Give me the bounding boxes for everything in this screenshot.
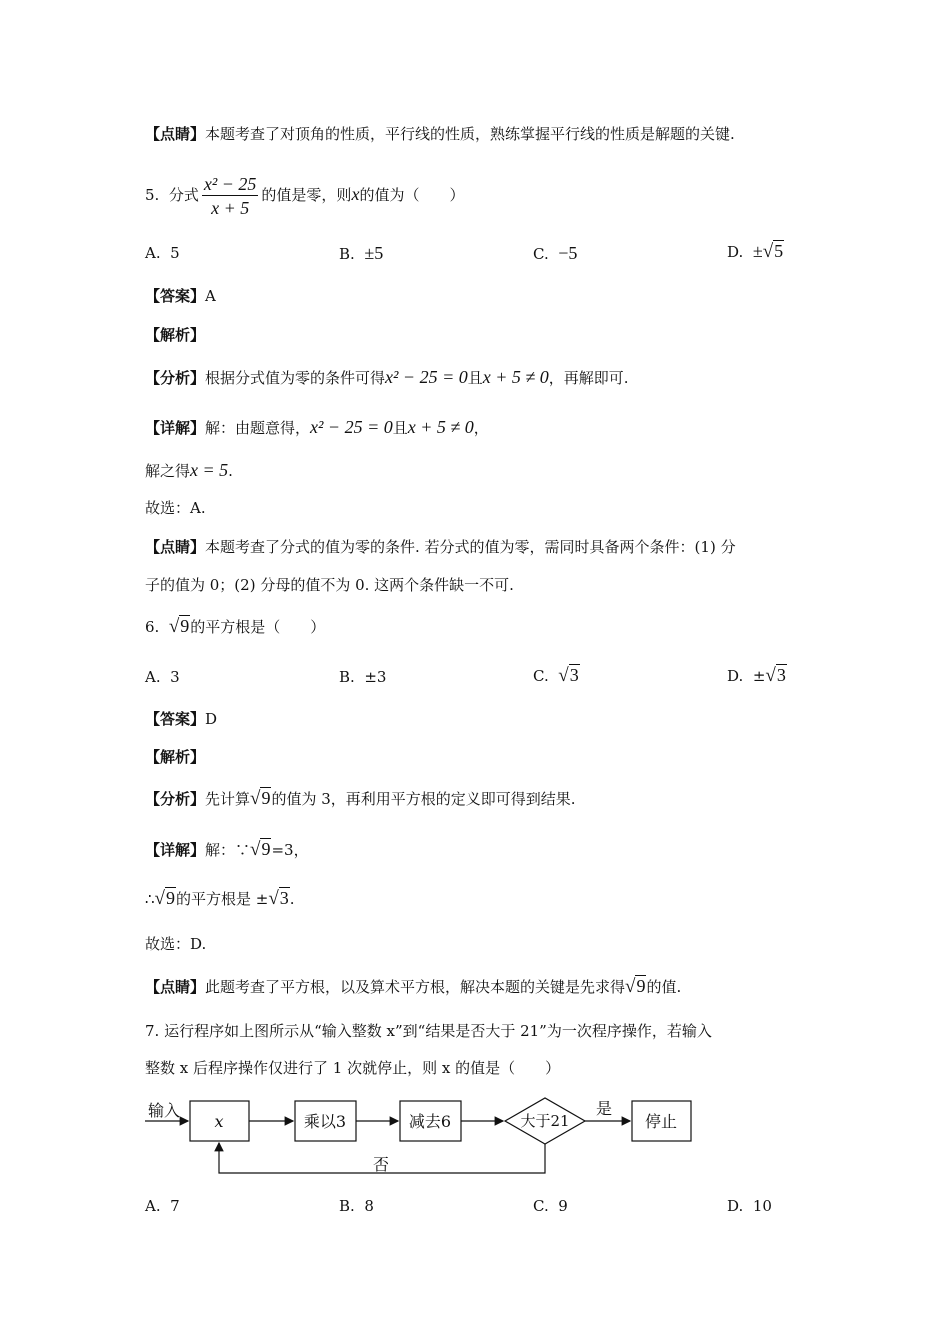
formula: x + 5 ≠ 0 [407,417,474,437]
fraction [202,173,259,220]
text: 且 [392,419,408,437]
option-value: ± [752,241,763,261]
fenxi-line [145,788,576,809]
option-value: 5 [170,244,180,262]
answer-tag: 【答案】 [145,287,206,305]
xiangjie-line [145,839,309,860]
choose-line: 故选：D. [145,935,207,953]
fenxi-line [145,367,629,388]
option-label: D. [727,243,744,261]
answer-value: D [205,710,218,728]
option-label: D. [727,1197,744,1215]
sqrt: √3 [268,888,289,909]
option-a[interactable] [145,1196,180,1216]
option-value: 8 [364,1197,374,1215]
variable: x [351,184,360,204]
option-label: A. [145,1197,161,1215]
text: =3， [271,841,309,859]
text: 先计算 [205,790,251,808]
dianjing-tag: 【点睛】 [145,978,206,996]
option-label: B. [339,1197,355,1215]
text: 本题考查了分式的值为零的条件. 若分式的值为零，需同时具备两个条件：(1) 分 [205,538,736,556]
question-5-stem [145,170,464,220]
flow-box-stop-label: 停止 [644,1112,678,1131]
formula: x² − 25 = 0 [385,367,468,387]
xiangjie-line [145,417,489,438]
therefore-symbol: ∴ [145,890,155,908]
sqrt: √9 [625,976,646,997]
text: ，再解即可. [548,369,629,387]
option-d[interactable] [727,241,784,262]
radicand: 9 [261,788,271,808]
option-value: ±3 [364,668,387,686]
option-label: D. [727,667,744,685]
dianjing-tag: 【点睛】 [145,125,206,143]
option-value: ±5 [364,243,384,263]
question-text: 分式 [168,186,199,204]
option-label: A. [145,244,161,262]
option-c[interactable] [533,665,580,686]
option-label: C. [533,245,549,263]
sqrt: √3 [765,665,786,686]
option-value: 7 [170,1197,180,1215]
flowchart [0,1090,950,1200]
option-d[interactable] [727,665,787,686]
answer-line [145,286,216,306]
question-7-line-1: 7. 运行程序如上图所示从“输入整数 x”到“结果是否大于 21”为一次程序操作，若输入 [145,1022,712,1040]
option-label: A. [145,668,161,686]
text: 解之得 [145,462,191,480]
radicand: 9 [261,839,271,859]
text: 的平方根是 ± [175,890,269,908]
solve-line [145,460,233,481]
flow-input-label: 输入 [148,1101,181,1120]
answer-value: A [205,287,216,305]
option-c[interactable] [533,1196,568,1216]
flow-no-label: 否 [373,1155,390,1174]
question-text: 的平方根是（ ） [190,618,326,636]
radicand: 9 [636,976,646,996]
option-value: 9 [558,1197,568,1215]
flow-box-multiply-label: 乘以3 [303,1112,347,1131]
answer-line [145,709,217,729]
therefore-line [145,888,295,909]
fraction-numerator: x² − 25 [203,173,257,194]
choose-line: 故选：A. [145,499,206,517]
radicand: 5 [774,241,784,261]
dianjing-text: 本题考查了对顶角的性质，平行线的性质，熟练掌握平行线的性质是解题的关键. [205,125,735,143]
jiexi-heading: 【解析】 [145,748,206,766]
fenxi-tag: 【分析】 [145,369,206,387]
answer-tag: 【答案】 [145,710,206,728]
dianjing-line-1 [145,537,736,557]
dianjing-note [145,124,735,144]
radicand: 3 [279,888,289,908]
sqrt: √9 [250,839,271,860]
text: . [228,462,233,480]
formula: x = 5 [190,460,229,480]
option-d[interactable] [727,1196,772,1216]
option-b[interactable] [339,1196,374,1216]
option-a[interactable] [145,667,180,687]
option-value: ± [752,667,766,685]
dianjing-tag: 【点睛】 [145,538,206,556]
option-label: C. [533,667,549,685]
question-number: 6. [145,618,160,636]
text: ， [473,419,489,437]
question-7-line-2: 整数 x 后程序操作仅进行了 1 次就停止，则 x 的值是（ ） [145,1059,561,1077]
dianjing-line-2: 子的值为 0；(2) 分母的值不为 0. 这两个条件缺一不可. [145,576,514,594]
text: 且 [467,369,483,387]
option-c[interactable] [533,243,577,264]
radicand: 9 [180,616,190,636]
radicand: 3 [776,665,786,685]
option-value: −5 [558,243,578,263]
formula: x² − 25 = 0 [310,417,393,437]
option-label: C. [533,1197,549,1215]
text: 根据分式值为零的条件可得 [205,369,386,387]
flow-decision-label: 大于21 [520,1112,570,1130]
text: . [289,890,295,908]
option-b[interactable] [339,667,386,687]
sqrt: √3 [558,665,579,686]
question-number: 5. [145,186,160,204]
sqrt: √5 [762,241,784,262]
text: 的值. [646,978,682,996]
sqrt: √9 [154,888,175,909]
text: 解：由题意得， [205,419,311,437]
flow-yes-label: 是 [596,1099,613,1118]
fraction-denominator: x + 5 [211,197,250,218]
question-text: 的值为（ ） [359,186,465,204]
option-label: B. [339,668,355,686]
xiangjie-tag: 【详解】 [145,419,206,437]
flow-box-subtract-label: 减去6 [408,1112,452,1131]
flow-box-x-label: x [214,1112,224,1131]
sqrt: √9 [250,788,271,809]
formula: x + 5 ≠ 0 [482,367,549,387]
radicand: 9 [165,888,175,908]
option-a[interactable] [145,243,180,263]
xiangjie-tag: 【详解】 [145,841,206,859]
sqrt: √9 [168,616,190,637]
dianjing-line [145,976,681,997]
text: 解：∵ [205,841,251,859]
option-value: 10 [752,1197,772,1215]
fenxi-tag: 【分析】 [145,790,206,808]
option-b[interactable] [339,243,383,264]
radicand: 3 [569,665,579,685]
option-value: 3 [170,668,180,686]
question-6-stem [145,616,325,637]
text: 此题考查了平方根，以及算术平方根，解决本题的关键是先求得 [205,978,626,996]
question-text: 的值是零，则 [261,186,352,204]
option-label: B. [339,245,355,263]
text: 的值为 3，再利用平方根的定义即可得到结果. [271,790,576,808]
jiexi-heading: 【解析】 [145,326,206,344]
